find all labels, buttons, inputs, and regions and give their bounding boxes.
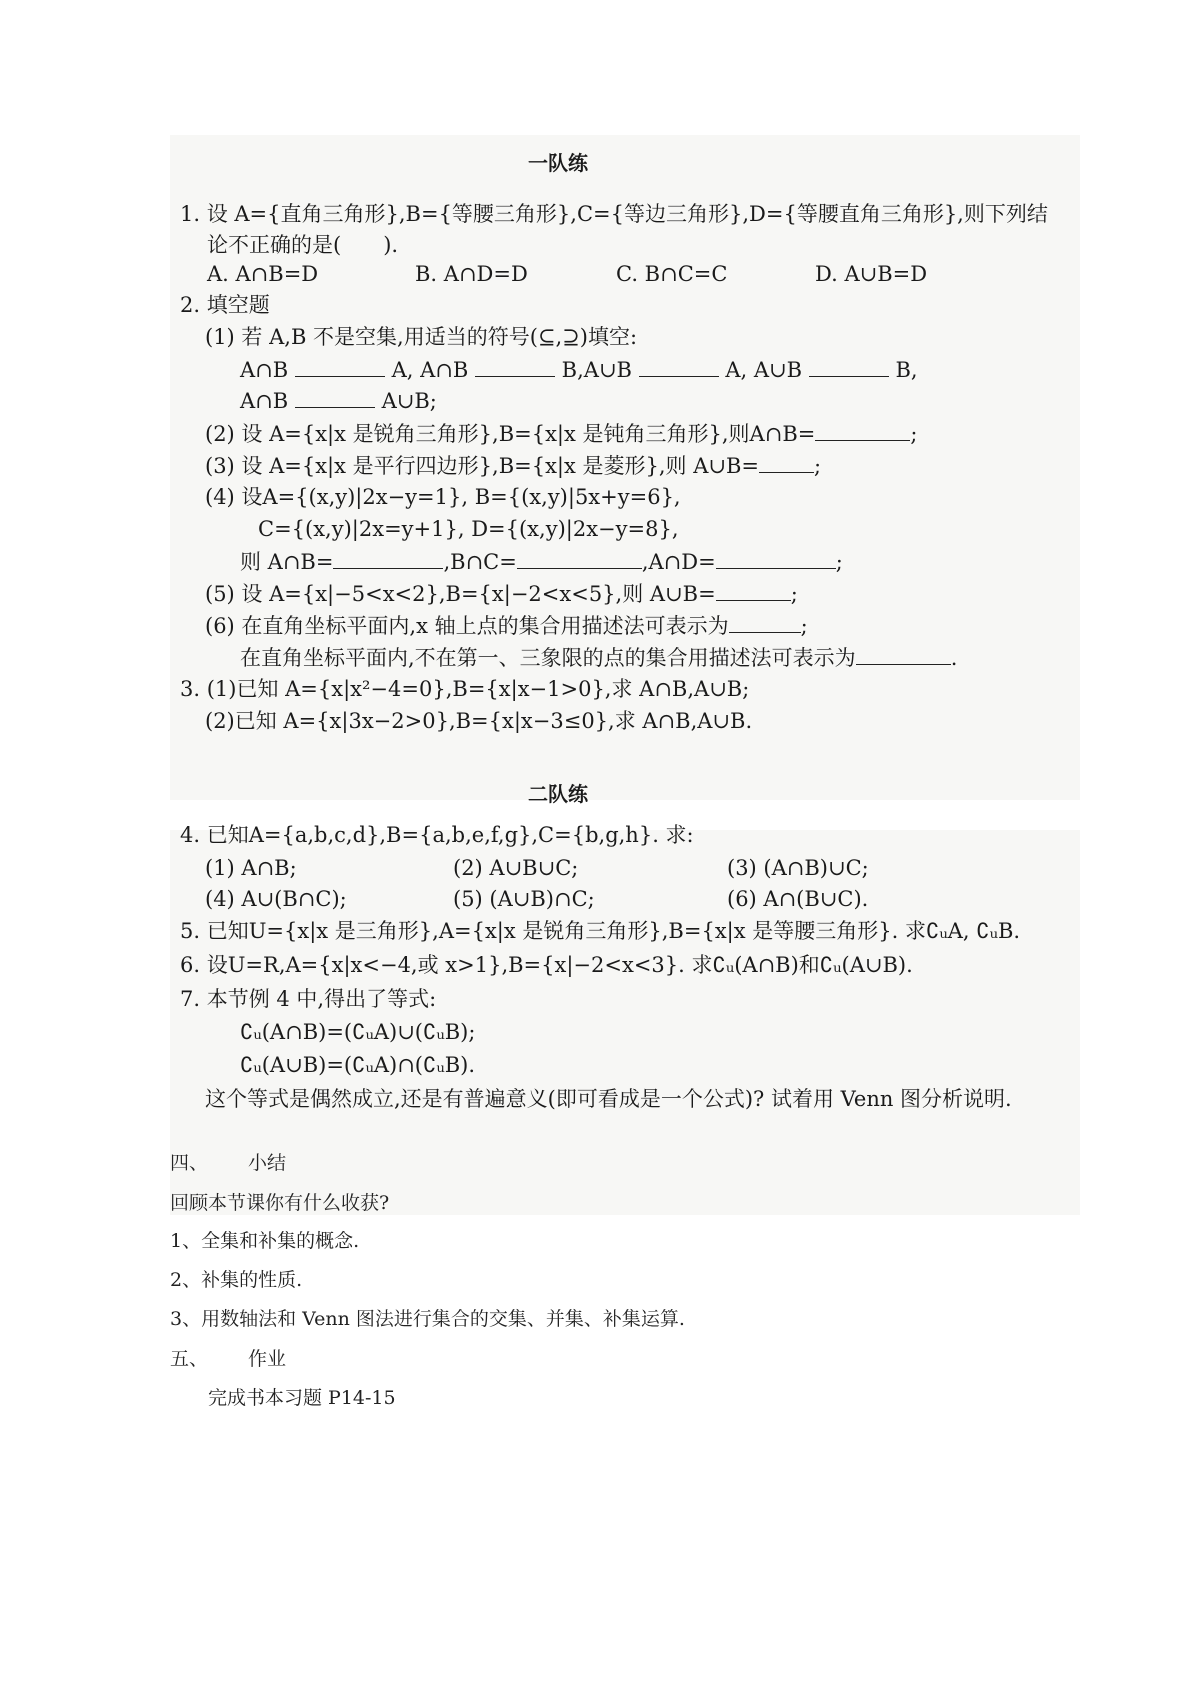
blank-8[interactable] bbox=[333, 548, 443, 569]
blank-1[interactable] bbox=[295, 356, 385, 377]
blank-4[interactable] bbox=[809, 356, 889, 377]
q2-p6a bbox=[205, 612, 808, 639]
q2-p5 bbox=[205, 580, 798, 607]
q7-intro: 7. 本节例 4 中,得出了等式: bbox=[180, 987, 437, 1011]
q4-intro: 4. 已知A={a,b,c,d},B={a,b,e,f,g},C={b,g,h}. 求: bbox=[180, 823, 694, 847]
summary-heading-num: 四、 bbox=[170, 1152, 209, 1174]
q2-p1-f: A∩B bbox=[240, 389, 289, 413]
q2-p4c-3: ,A∩D= bbox=[641, 550, 716, 574]
homework-text: 完成书本习题 P14-15 bbox=[208, 1387, 396, 1409]
q2-heading: 2. 填空题 bbox=[180, 293, 270, 317]
q2-p1-row2 bbox=[240, 387, 437, 414]
summary-prompt: 回顾本节课你有什么收获? bbox=[170, 1192, 390, 1214]
blank-10[interactable] bbox=[716, 548, 836, 569]
summary-heading: 小结 bbox=[248, 1152, 287, 1174]
q2-p5-text: (5) 设 A={x|−5<x<2},B={x|−2<x<5},则 A∪B= bbox=[205, 582, 716, 606]
q6: 6. 设U=R,A={x|x<−4,或 x>1},B={x|−2<x<3}. 求∁ᵤ(A∩B)和∁ᵤ(A∪B). bbox=[180, 953, 913, 977]
q1-option-c: C. B∩C=C bbox=[616, 262, 728, 286]
q5: 5. 已知U={x|x 是三角形},A={x|x 是锐角三角形},B={x|x 是等腰三角形}. 求∁ᵤA, ∁ᵤB. bbox=[180, 919, 1021, 943]
q4-item-4: (4) A∪(B∩C); bbox=[205, 887, 347, 911]
blank-5[interactable] bbox=[295, 387, 375, 408]
q4-item-2: (2) A∪B∪C; bbox=[453, 856, 579, 880]
q2-p4c-1: 则 A∩B= bbox=[240, 550, 334, 574]
q2-p3-semi: ; bbox=[814, 454, 822, 478]
q1-line2: 论不正确的是( ). bbox=[207, 233, 399, 257]
summary-item-3: 3、用数轴法和 Venn 图法进行集合的交集、并集、补集运算. bbox=[170, 1308, 685, 1330]
summary-item-1: 1、全集和补集的概念. bbox=[170, 1230, 360, 1252]
section1-title: 一队练 bbox=[528, 151, 588, 175]
q2-p2-semi: ; bbox=[910, 422, 918, 446]
section2-title: 二队练 bbox=[528, 782, 588, 806]
q2-p4a: (4) 设A={(x,y)|2x−y=1}, B={(x,y)|5x+y=6}, bbox=[205, 485, 681, 509]
blank-7[interactable] bbox=[759, 452, 814, 473]
q2-p1-e: B, bbox=[895, 358, 918, 382]
q1-option-a: A. A∩B=D bbox=[207, 262, 319, 286]
summary-item-2: 2、补集的性质. bbox=[170, 1269, 303, 1291]
q1-option-d: D. A∪B=D bbox=[815, 262, 928, 286]
q3-a: 3. (1)已知 A={x|x²−4=0},B={x|x−1>0},求 A∩B,A∪B; bbox=[180, 677, 750, 701]
q2-p6b-text: 在直角坐标平面内,不在第一、三象限的点的集合用描述法可表示为 bbox=[240, 646, 856, 670]
q2-p4c-semi: ; bbox=[835, 550, 843, 574]
q2-p4c-2: ,B∩C= bbox=[443, 550, 517, 574]
q7-eq1: ∁ᵤ(A∩B)=(∁ᵤA)∪(∁ᵤB); bbox=[240, 1020, 476, 1044]
q4-item-5: (5) (A∪B)∩C; bbox=[453, 887, 595, 911]
q1-line1: 1. 设 A={直角三角形},B={等腰三角形},C={等边三角形},D={等腰直角三角形},则下列结 bbox=[180, 202, 1048, 226]
homework-heading: 作业 bbox=[248, 1348, 287, 1370]
blank-3[interactable] bbox=[639, 356, 719, 377]
q2-p3 bbox=[205, 452, 821, 479]
q7-question: 这个等式是偶然成立,还是有普遍意义(即可看成是一个公式)? 试着用 Venn 图分析说明. bbox=[205, 1087, 1012, 1111]
q4-item-1: (1) A∩B; bbox=[205, 856, 297, 880]
q1-option-b: B. A∩D=D bbox=[415, 262, 528, 286]
blank-2[interactable] bbox=[475, 356, 555, 377]
q2-p1-c: B,A∪B bbox=[561, 358, 632, 382]
blank-11[interactable] bbox=[716, 580, 791, 601]
q2-p2-text: (2) 设 A={x|x 是锐角三角形},B={x|x 是钝角三角形},则A∩B= bbox=[205, 422, 816, 446]
q2-p1-d: A, A∪B bbox=[725, 358, 803, 382]
blank-6[interactable] bbox=[815, 420, 910, 441]
q2-p3-text: (3) 设 A={x|x 是平行四边形},B={x|x 是菱形},则 A∪B= bbox=[205, 454, 760, 478]
homework-heading-num: 五、 bbox=[170, 1348, 209, 1370]
q2-p1-intro: (1) 若 A,B 不是空集,用适当的符号(⊆,⊇)填空: bbox=[205, 325, 638, 349]
q2-p6b-period: . bbox=[950, 646, 958, 670]
q3-b: (2)已知 A={x|3x−2>0},B={x|x−3≤0},求 A∩B,A∪B. bbox=[205, 709, 753, 733]
q7-eq2: ∁ᵤ(A∪B)=(∁ᵤA)∩(∁ᵤB). bbox=[240, 1053, 476, 1077]
q2-p5-semi: ; bbox=[790, 582, 798, 606]
q4-item-6: (6) A∩(B∪C). bbox=[727, 887, 869, 911]
q2-p6a-semi: ; bbox=[800, 614, 808, 638]
q2-p1-g: A∪B; bbox=[381, 389, 437, 413]
blank-13[interactable] bbox=[856, 644, 951, 665]
q2-p4b: C={(x,y)|2x=y+1}, D={(x,y)|2x−y=8}, bbox=[258, 517, 679, 541]
q2-p6b bbox=[240, 644, 957, 671]
q2-p1-b: A, A∩B bbox=[391, 358, 469, 382]
q2-p1-a: A∩B bbox=[240, 358, 289, 382]
q4-item-3: (3) (A∩B)∪C; bbox=[727, 856, 869, 880]
q2-p2 bbox=[205, 420, 917, 447]
q2-p4c bbox=[240, 548, 843, 575]
q2-p6a-text: (6) 在直角坐标平面内,x 轴上点的集合用描述法可表示为 bbox=[205, 614, 729, 638]
blank-9[interactable] bbox=[517, 548, 642, 569]
q2-p1-row1 bbox=[240, 356, 918, 383]
blank-12[interactable] bbox=[729, 612, 801, 633]
